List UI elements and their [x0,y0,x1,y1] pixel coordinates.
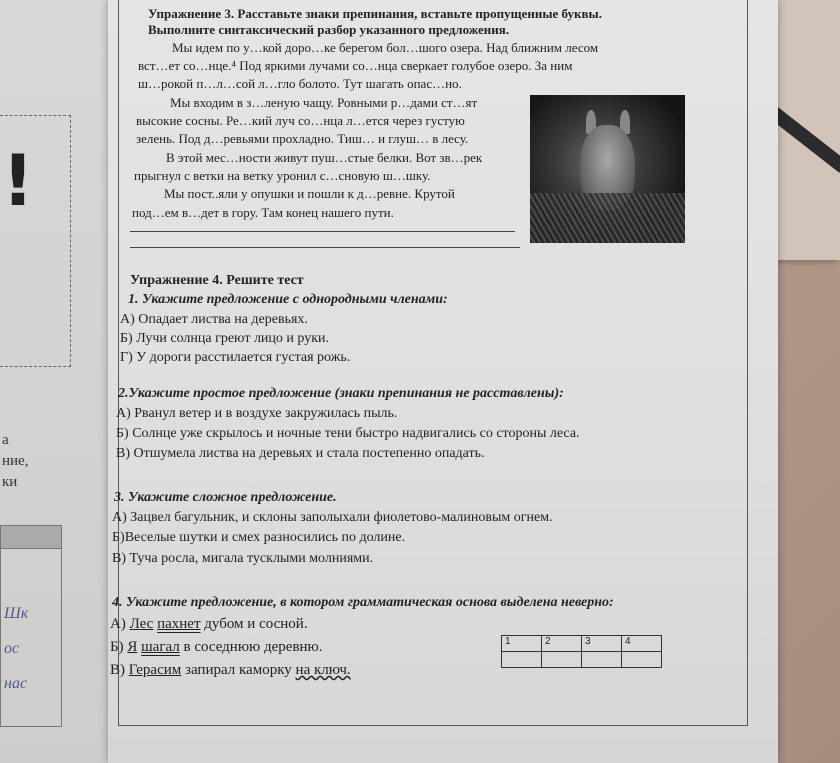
option: А) Опадает листва на деревьях. [120,312,308,327]
text-line: зелень. Под д…ревьями прохладно. Тиш… и глуш… в лесу. [136,131,469,146]
option-rest: в соседнюю деревню. [179,639,323,655]
question-3: 3. Укажите сложное предложение. [114,490,337,505]
exclamation-mark: ! [2,140,34,222]
text-line: высокие сосны. Ре…кий луч со…нца л…ется через густую [136,113,465,128]
question-4: 4. Укажите предложение, в котором грамматическая основа выделена неверно: [112,595,614,610]
subject-underline: Лес [129,616,154,632]
answer-header: 1 [502,636,542,652]
option: А) Зацвел багульник, и склоны заполыхали фиолетово-малиновым огнем. [112,510,553,525]
option-rest: дубом и сосной. [200,616,308,632]
text-fragment: ние, [2,453,29,469]
text-fragment: ки [2,474,18,490]
neighbor-page [0,0,118,763]
text-line: вст…ет со…нце.⁴ Под яркими лучами со…нца сверкает голубое озеро. За ним [138,58,573,73]
text-line: Мы пост..яли у опушки и пошли к д…ревне. Крутой [164,186,455,201]
answer-cell[interactable] [542,652,582,668]
text-line: ш…рокой п…л…сой л…гло болото. Тут шагать опас…но. [138,76,462,91]
answer-header: 3 [582,636,622,652]
handwriting: Шк [4,605,29,622]
handwriting: ос [4,640,20,657]
option: Б)Веселые шутки и смех разносились по долине. [112,530,406,545]
handwriting: нас [4,675,28,692]
neighbor-table [0,525,62,727]
option-prefix: А) [110,616,130,632]
text-fragment: а [2,432,9,448]
option: Б) Лучи солнца греют лицо и руки. [120,331,330,346]
option: Г) У дороги расстилается густая рожь. [120,350,351,365]
option-c [110,662,351,679]
squirrel-photo [530,95,685,243]
text-line: прыгнул с ветки на ветку уронил с…сновую ш…шку. [134,168,431,183]
exercise-3-title: Упражнение 3. Расставьте знаки препинания, вставьте пропущенные буквы. [148,6,602,21]
option: В) Туча росла, мигала тусклыми молниями. [112,551,374,566]
answer-table [501,635,662,668]
option: Б) Солнце уже скрылось и ночные тени быстро надвигались со стороны леса. [116,426,580,441]
option-b [110,639,323,656]
text-line: Мы входим в з…леную чащу. Ровными р…дами ст…ят [170,95,478,110]
worksheet-page [108,0,778,763]
answer-line [130,231,515,232]
subject-underline: Я [127,639,138,655]
question-1: 1. Укажите предложение с однородными членами: [128,292,448,307]
option-prefix: В) [110,662,129,678]
exercise-4-title: Упражнение 4. Решите тест [130,273,304,288]
option-a [110,616,308,633]
text-line: В этой мес…ности живут пуш…стые белки. Вот зв…рек [166,150,483,165]
predicate-underline: пахнет [157,616,201,632]
subject-underline: Герасим [128,662,182,678]
question-2: 2.Укажите простое предложение (знаки препинания не расставлены): [118,386,564,401]
answer-cell[interactable] [622,652,662,668]
text-line: под…ем в…дет в гору. Там конец нашего пути. [132,205,394,220]
option: А) Рванул ветер и в воздухе закружилась пыль. [116,406,398,421]
option-mid: запирал каморку [181,662,296,678]
answer-line [130,247,520,248]
exercise-3-subtitle: Выполните синтаксический разбор указанного предложения. [148,22,510,37]
option-prefix: Б) [110,639,128,655]
option: В) Отшумела листва на деревьях и стала постепенно опадать. [116,446,485,461]
text-line: Мы идем по у…кой доро…ке берегом бол…шого озера. Над ближним лесом [172,40,599,55]
answer-cell[interactable] [582,652,622,668]
circumstance-underline: на ключ. [295,662,351,678]
answer-cell[interactable] [502,652,542,668]
answer-header: 4 [622,636,662,652]
predicate-underline: шагал [141,639,180,655]
answer-header: 2 [542,636,582,652]
